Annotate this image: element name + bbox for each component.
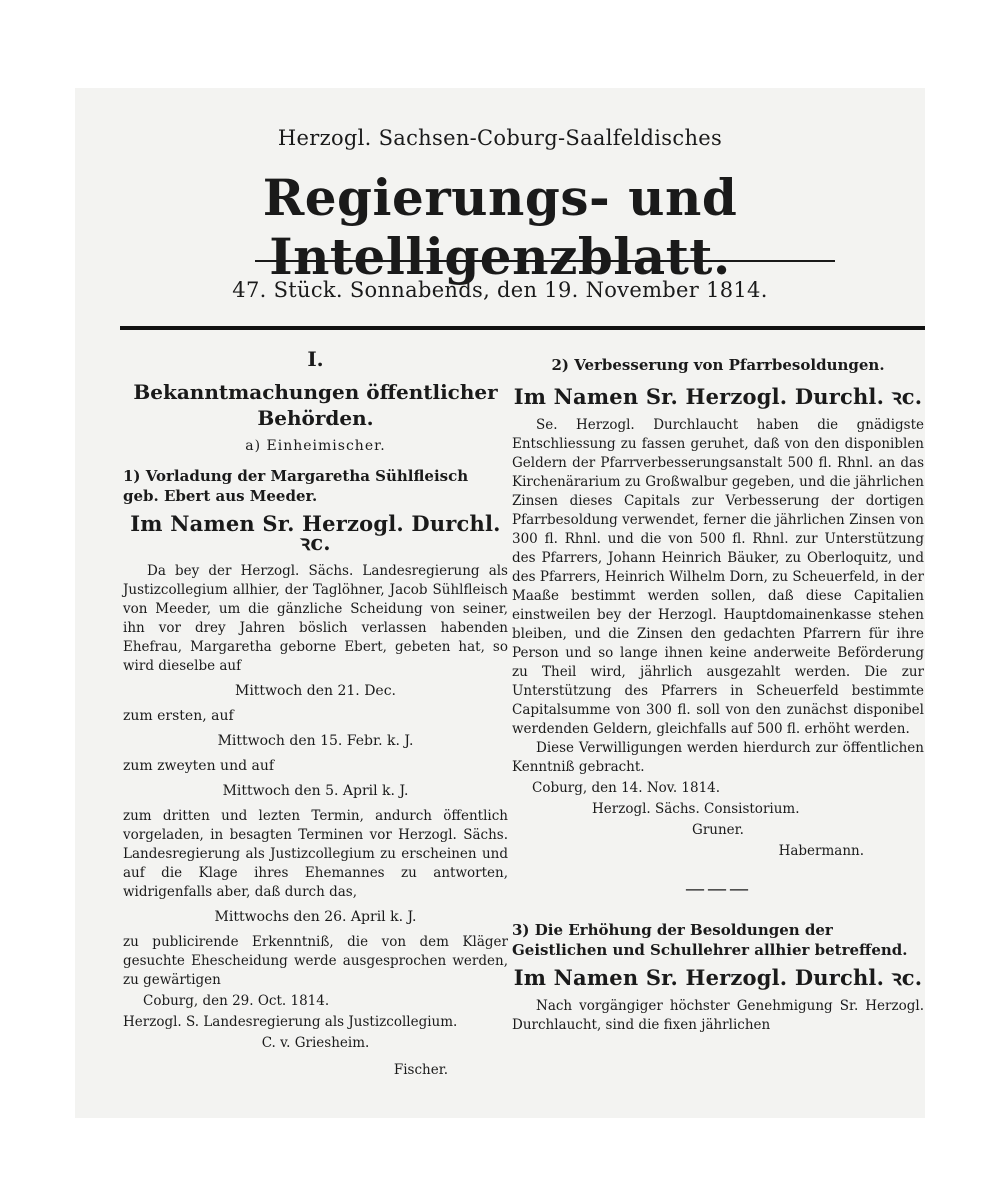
signature-name: Fischer.: [393, 1062, 448, 1078]
paragraph: Se. Herzogl. Durchlaucht haben die gnädigste Entschliessung zu fassen geruhet, daß von den disponiblen Geldern der Pfarrverbesserungsanstalt 500 fl. Rhnl. an das Kirchenärarium zu Großwalbur gegeben, und die jährlichen Zinsen dieses Capitals zur Verbesserung der dortigen Pfarrbesoldung verwendet, ferner die jährlichen Zinsen von 300 fl. Rhnl. und die von 500 fl. Rhnl. zur Unterstützung des Pfarrers, Johann Heinrich Bäuker, zu Oberloquitz, und des Pfarrers, Heinrich Wilhelm Dorn, zu Scheuerfeld, in der Maaße bestimmt werden sollen, daß diese Capitalien einstweilen bey der Herzogl. Hauptdomainenkasse stehen bleiben, und die Zinsen den gedachten Pfarrern für ihre Person und so lange ihnen keine anderweite Beförderung zu Theil wird, jährlich ausgezahlt werden. Die zur Unterstützung des Pfarrers in Scheuerfeld bestimmte Capitalsumme von 300 fl. soll von den zunächst disponibel werdenden Geldern, gleichfalls auf 500 fl. erhöht werden.: [512, 417, 924, 737]
invocation: Im Namen Sr. Herzogl. Durchl. ꝛc.: [513, 384, 923, 409]
paragraph: Da bey der Herzogl. Sächs. Landesregierung als Justizcollegium allhier, der Taglöhner, Jacob Sühlfleisch von Meeder, um die gänzliche Scheidung von seiner, ihn vor drey Jahren böslich verlassen habenden Ehefrau, Margaretha geborne Ebert, gebeten hat, so wird dieselbe auf: [123, 563, 508, 674]
masthead-subtitle: Herzogl. Sachsen-Coburg-Saalfeldisches: [277, 126, 723, 150]
signature-name: C. v. Griesheim.: [261, 1035, 370, 1051]
paragraph: Nach vorgängiger höchster Genehmigung Sr. Herzogl. Durchlaucht, sind die fixen jährlichen: [512, 998, 924, 1033]
paragraph: zu publicirende Erkenntniß, die von dem Kläger gesuchte Ehescheidung werde ausgesprochen werden, zu gewärtigen: [123, 934, 508, 988]
signature-authority: Herzogl. S. Landesregierung als Justizcollegium.: [123, 1014, 458, 1030]
main-divider: [120, 326, 925, 330]
section-numeral: I.: [307, 347, 324, 371]
left-column: [123, 347, 508, 1082]
date-line: Mittwoch den 15. Febr. k. J.: [217, 733, 414, 749]
date-line: Mittwoch den 21. Dec.: [234, 683, 396, 699]
signature-place-date: Coburg, den 14. Nov. 1814.: [532, 780, 721, 796]
date-line: Mittwoch den 5. April k. J.: [222, 783, 409, 799]
signature-name: Gruner.: [692, 822, 744, 838]
subsection-title: a) Einheimischer.: [245, 438, 386, 454]
newspaper-page: [75, 88, 925, 1118]
text-line: zum zweyten und auf: [123, 758, 275, 774]
signature-authority: Herzogl. Sächs. Consistorium.: [592, 801, 800, 817]
invocation: Im Namen Sr. Herzogl. Durchl. ꝛc.: [513, 965, 923, 990]
text-line: zum ersten, auf: [123, 708, 234, 724]
masthead-rule: [255, 260, 835, 262]
item-title: 3) Die Erhöhung der Besoldungen der Geistlichen und Schullehrer allhier betreffend.: [512, 921, 908, 959]
paragraph: Diese Verwilligungen werden hierdurch zur öffentlichen Kenntniß gebracht.: [512, 740, 924, 775]
date-line: Mittwochs den 26. April k. J.: [214, 909, 417, 925]
masthead-title: Regierungs- und Intelligenzblatt.: [262, 168, 738, 286]
separator: ———: [685, 876, 751, 900]
section-title: Bekanntmachungen öffentlicher Behörden.: [133, 380, 498, 430]
signature-name: Habermann.: [778, 843, 864, 859]
paragraph: zum dritten und lezten Termin, andurch öffentlich vorgeladen, in besagten Terminen vor Herzogl. Sächs. Landesregierung als Justizcollegium zu erscheinen und auf die Klage ihres Ehemannes zu antworten, widrigenfalls aber, daß durch das,: [123, 808, 508, 900]
signature-place-date: Coburg, den 29. Oct. 1814.: [143, 993, 330, 1009]
invocation: Im Namen Sr. Herzogl. Durchl. ꝛc.: [130, 511, 501, 555]
issue-line: 47. Stück. Sonnabends, den 19. November 1814.: [232, 278, 768, 302]
item-title: 2) Verbesserung von Pfarrbesoldungen.: [551, 356, 885, 374]
item-title: 1) Vorladung der Margaretha Sühlfleisch geb. Ebert aus Meeder.: [123, 467, 469, 505]
right-column: [512, 350, 924, 1035]
